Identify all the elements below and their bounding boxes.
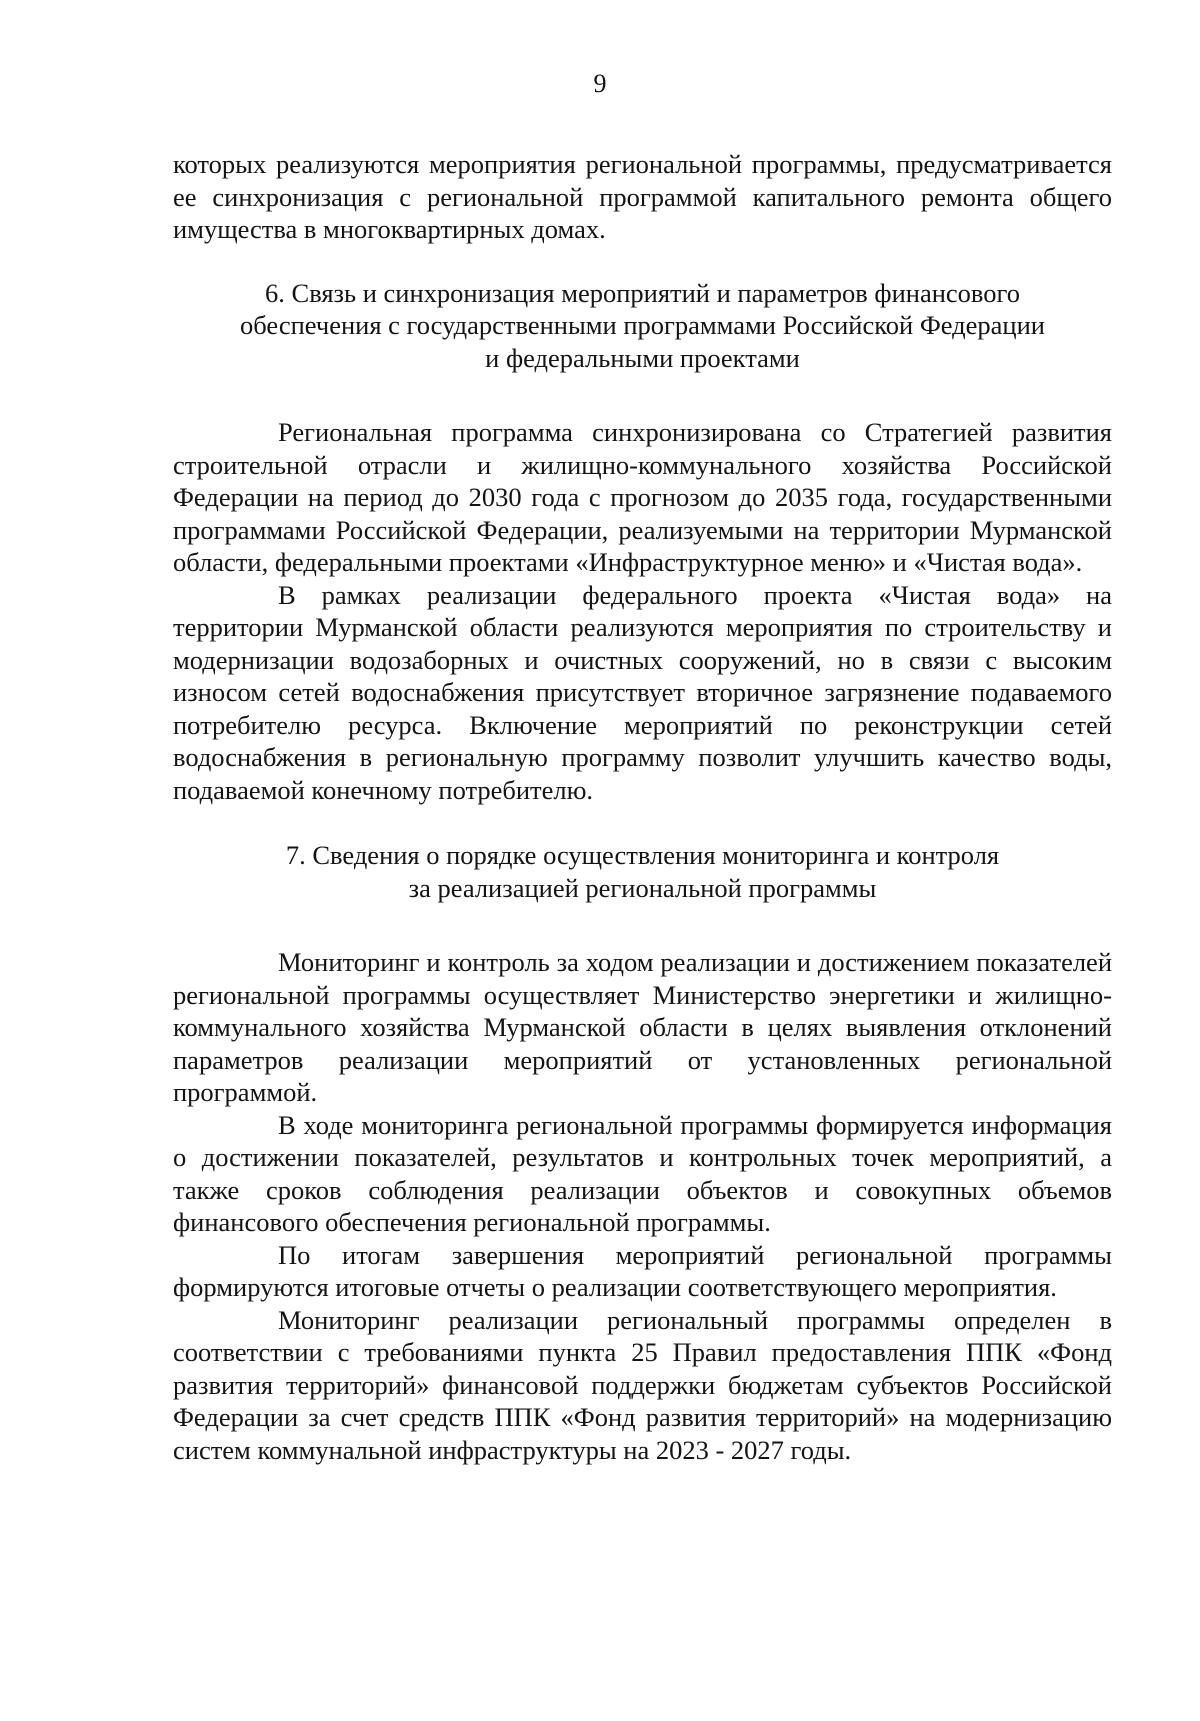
section-6-paragraph: Региональная программа синхронизирована со Стратегией развития строительной отрасли и жилищно-коммунального хозяйства Российской Федерации на период до 2030 года с прогнозом до 2035 года, государственными программами Российской Федерации, реализуемыми на территории Мурманской области, федеральными проектами «Инфраструктурное меню» и «Чистая вода». (173, 417, 1112, 577)
document-body (173, 148, 1112, 1466)
section-6-heading-line: обеспечения с государственными программами Российской Федерации (240, 310, 1045, 340)
spacer (173, 374, 1112, 416)
section-6-heading-line: и федеральными проектами (485, 342, 800, 373)
section-7-paragraph: В ходе мониторинга региональной программы формируется информация о достижении показателей, результатов и контрольных точек мероприятий, а также сроков соблюдения реализации объектов и совокупных объемов финансового обеспечения региональной программы. (173, 1109, 1112, 1237)
page-number: 9 (593, 69, 607, 98)
spacer (173, 904, 1112, 946)
section-7-paragraph: По итогам завершения мероприятий региональной программы формируются итоговые отчеты о реализации соответствующего мероприятия. (173, 1239, 1112, 1302)
section-7-heading (173, 839, 1112, 904)
section-7-paragraph: Мониторинг и контроль за ходом реализации и достижением показателей региональной программы осуществляет Министерство энергетики и жилищно-коммунального хозяйства Мурманской области в целях выявления отклонений параметров реализации мероприятий от установленных региональной программой. (173, 947, 1112, 1107)
section-6-heading (173, 277, 1112, 375)
section-7-heading-line: 7. Сведения о порядке осуществления мониторинга и контроля (285, 840, 1000, 870)
intro-paragraph: которых реализуются мероприятия региональной программы, предусматривается ее синхронизация с региональной программой капитального ремонта общего имущества в многоквартирных домах. (173, 149, 1112, 244)
section-6-paragraph: В рамках реализации федерального проекта «Чистая вода» на территории Мурманской области реализуются мероприятия по строительству и модернизации водозаборных и очистных сооружений, но в связи с высоким износом сетей водоснабжения присутствует вторичное загрязнение подаваемого потребителю ресурса. Включение мероприятий по реконструкции сетей водоснабжения в региональную программу позволит улучшить качество воды, подаваемой конечному потребителю. (173, 579, 1112, 805)
spacer (173, 246, 1112, 277)
section-7-paragraph: Мониторинг реализации региональный программы определен в соответствии с требованиями пункта 25 Правил предоставления ППК «Фонд развития территорий» финансовой поддержки бюджетам субъектов Российской Федерации за счет средств ППК «Фонд развития территорий» на модернизацию систем коммунальной инфраструктуры на 2023 - 2027 годы. (173, 1304, 1112, 1465)
section-6-heading-line: 6. Связь и синхронизация мероприятий и параметров финансового (265, 277, 1020, 308)
section-7-heading-line: за реализацией региональной программы (408, 872, 877, 903)
spacer (173, 806, 1112, 839)
